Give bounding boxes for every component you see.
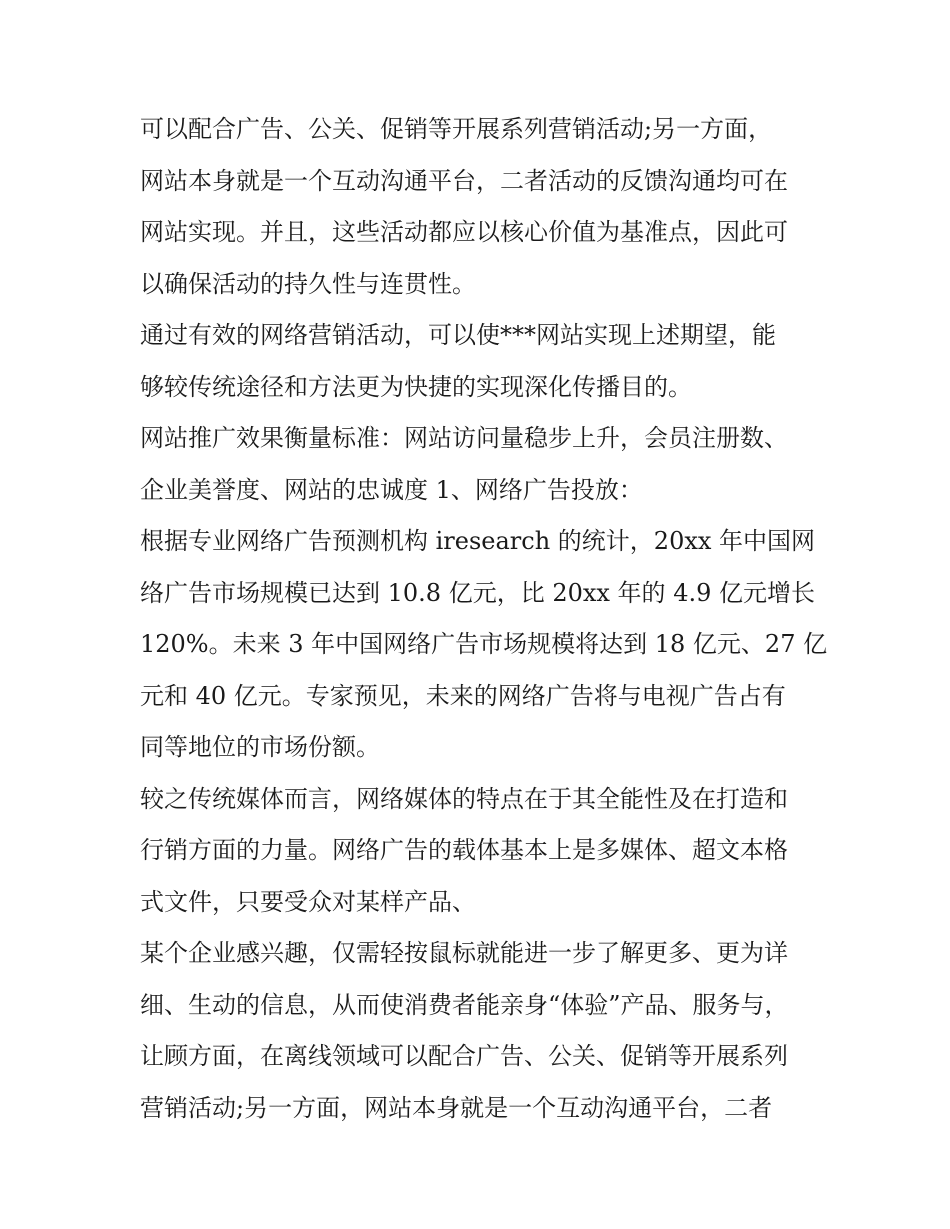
text-line: 让顾方面，在离线领域可以配合广告、公关、促销等开展系列 (140, 1042, 788, 1070)
body-text (140, 104, 828, 1134)
text-line: 根据专业网络广告预测机构 iresearch 的统计，20xx 年中国网 (140, 527, 816, 555)
text-line: 网站实现。并且，这些活动都应以核心价值为基准点，因此可 (140, 218, 788, 246)
text-line: 营销活动;另一方面，网站本身就是一个互动沟通平台，二者 (140, 1093, 773, 1122)
text-line: 以确保活动的持久性与连贯性。 (140, 269, 476, 298)
text-line: 网站推广效果衡量标准：网站访问量稳步上升，会员注册数、 (140, 424, 788, 452)
text-line: 企业美誉度、网站的忠诚度 1、网络广告投放： (140, 475, 643, 504)
text-line: 网站本身就是一个互动沟通平台，二者活动的反馈沟通均可在 (140, 166, 788, 195)
text-line: 络广告市场规模已达到 10.8 亿元，比 20xx 年的 4.9 亿元增长 (140, 578, 815, 607)
text-line: 够较传统途径和方法更为快捷的实现深化传播目的。 (140, 372, 692, 401)
text-line: 行销方面的力量。网络广告的载体基本上是多媒体、超文本格 (140, 836, 788, 864)
text-line: 通过有效的网络营销活动，可以使***网站实现上述期望，能 (140, 321, 776, 349)
text-line: 较之传统媒体而言，网络媒体的特点在于其全能性及在打造和 (140, 784, 788, 813)
text-line: 元和 40 亿元。专家预见，未来的网络广告将与电视广告占有 (140, 681, 786, 710)
text-line: 120%。未来 3 年中国网络广告市场规模将达到 18 亿元、27 亿 (140, 630, 828, 658)
text-line: 可以配合广告、公关、促销等开展系列营销活动;另一方面， (140, 115, 773, 143)
text-line: 细、生动的信息，从而使消费者能亲身“体验”产品、服务与， (140, 990, 789, 1019)
text-line: 同等地位的市场份额。 (140, 733, 380, 761)
text-line: 式文件，只要受众对某样产品、 (140, 887, 476, 916)
text-line: 某个企业感兴趣，仅需轻按鼠标就能进一步了解更多、更为详 (140, 939, 788, 967)
